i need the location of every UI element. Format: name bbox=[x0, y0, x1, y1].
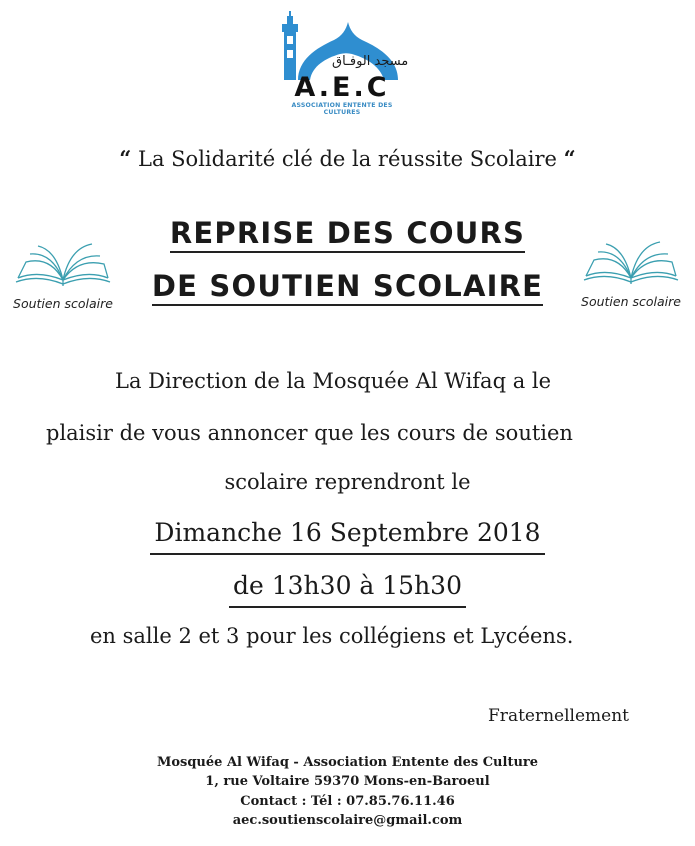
venue-text: en salle 2 et 3 pour les collégiens et Lycéens. bbox=[90, 624, 574, 648]
logo-acronym: A.E.C bbox=[294, 72, 390, 103]
tagline bbox=[0, 146, 695, 171]
mosque-dome-icon bbox=[272, 8, 412, 80]
soutien-scolaire-label-right: Soutien scolaire bbox=[581, 294, 681, 309]
announcement-line-3: scolaire reprendront le bbox=[224, 470, 471, 494]
heading-line-2: DE SOUTIEN SCOLAIRE bbox=[0, 272, 695, 306]
announcement-line-1: La Direction de la Mosquée Al Wifaq a le bbox=[115, 369, 552, 393]
soutien-scolaire-image-left bbox=[8, 236, 118, 316]
soutien-scolaire-label-left: Soutien scolaire bbox=[13, 296, 113, 311]
footer-email: aec.soutienscolaire@gmail.com bbox=[232, 813, 463, 828]
open-book-icon bbox=[8, 236, 118, 296]
logo-arabic-name: مسجد الوفـاق bbox=[332, 54, 409, 69]
aec-logo bbox=[272, 8, 412, 114]
footer-org: Mosquée Al Wifaq - Association Entente des Culture bbox=[156, 755, 539, 770]
footer-contact: Contact : Tél : 07.85.76.11.46 bbox=[240, 794, 455, 809]
tagline-text: La Solidarité clé de la réussite Scolaire bbox=[138, 147, 557, 171]
signoff: Fraternellement bbox=[488, 706, 629, 726]
tagline-close-quote: “ bbox=[563, 146, 576, 171]
soutien-scolaire-image-right bbox=[576, 234, 686, 314]
date-line: Dimanche 16 Septembre 2018 bbox=[0, 518, 695, 555]
heading-line-1: REPRISE DES COURS bbox=[0, 219, 695, 253]
tagline-open-quote: “ bbox=[119, 146, 132, 171]
logo-association-name: ASSOCIATION ENTENTE DES CULTURES bbox=[291, 102, 393, 116]
announcement-line-2: plaisir de vous annoncer que les cours de soutien bbox=[46, 421, 573, 445]
open-book-icon bbox=[576, 234, 686, 294]
footer-address: 1, rue Voltaire 59370 Mons-en-Baroeul bbox=[205, 774, 490, 789]
time-line: de 13h30 à 15h30 bbox=[0, 571, 695, 608]
